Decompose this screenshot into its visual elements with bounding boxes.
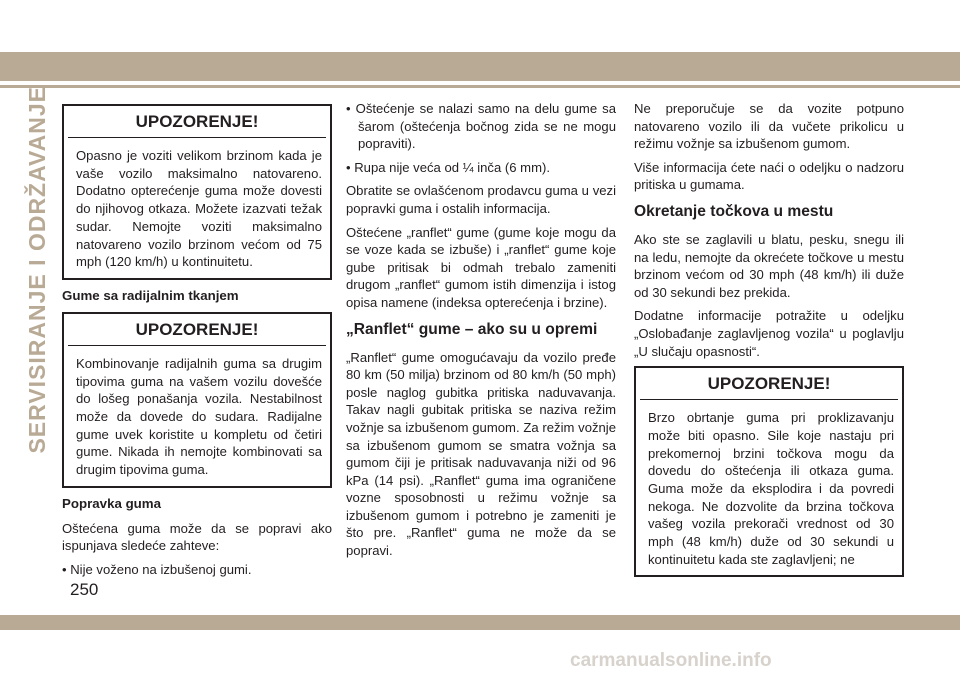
paragraph-contact-dealer: Obratite se ovlašćenom prodavcu guma u vezi popravki guma i ostalih informacija. bbox=[346, 183, 616, 216]
warning-title: UPOZORENJE! bbox=[68, 106, 326, 138]
paragraph-runflat-replace: Oštećene „ranflet“ gume (gume koje mogu da se voze kada se izbuše) i „ranflet“ gume koje gube pritisak bi odmah trebalo zameniti drugom „ranflet“ gumom istih dimenzija i istog opisa namene (indeksa opterećenja i brzine). bbox=[346, 224, 616, 310]
paragraph-no-towing: Ne preporučuje se da vozite potpuno natovareno vozilo ili da vučete prikolicu u režimu vožnje sa izbušenom gumom. bbox=[634, 101, 904, 152]
warning-box-radial bbox=[62, 312, 332, 488]
warning-title: UPOZORENJE! bbox=[68, 314, 326, 346]
heading-runflat-tires: „Ranflet“ gume – ako su u opremi bbox=[346, 320, 598, 338]
header-rule bbox=[0, 85, 960, 88]
warning-box-speed bbox=[62, 104, 332, 280]
heading-tire-spinning: Okretanje točkova u mestu bbox=[634, 202, 834, 220]
header-band bbox=[0, 52, 960, 81]
bullet-tread-damage: • Oštećenje se nalazi samo na delu gume sa šarom (oštećenja bočnog zida se ne mogu popraviti). bbox=[346, 101, 616, 152]
bullet-not-driven-flat: • Nije voženo na izbušenoj gumi. bbox=[62, 562, 252, 578]
paragraph-stuck-vehicle: Ako ste se zaglavili u blatu, pesku, snegu ili na ledu, nemojte da okrećete točkove u mestu brzinom većom od 30 mph (48 km/h) ili duže od 30 sekundi bez prekida. bbox=[634, 231, 904, 300]
section-title-text: SERVISIRANJE I ODRŽAVANJE bbox=[23, 86, 50, 454]
section-side-title bbox=[22, 86, 52, 454]
warning-box-spinning bbox=[634, 366, 904, 577]
heading-tire-repair: Popravka guma bbox=[62, 495, 162, 511]
page-number: 250 bbox=[70, 580, 99, 599]
column-middle bbox=[346, 100, 616, 566]
bullet-hole-size: • Rupa nije veća od ¼ inča (6 mm). bbox=[346, 159, 550, 175]
warning-body: Brzo obrtanje guma pri proklizavanju može biti opasno. Sile koje nastaju pri prekomernoj brzini točkova mogu da dovedu do oštećenja ili otkaza guma. Guma može da eksplodira i da povredi nekoga. Ne dozvolite da brzina točkova vašeg vozila prekorači vrednost od 30 mph (48 km/h) duže od 30 sekundi u kontinuitetu kada ste zaglavljeni; ne bbox=[648, 410, 894, 567]
warning-title: UPOZORENJE! bbox=[640, 368, 898, 400]
column-right bbox=[634, 100, 904, 585]
paragraph-runflat-info: „Ranflet“ gume omogućavaju da vozilo pređe 80 km (50 milja) brzinom od 80 km/h (50 mph) posle naglog gubitka pritiska naduvavanja. Takav nagli gubitak pritiska se naziva režim vožnje sa izbušenom gumom. Za režim vožnje sa izbušenom gumom se smatra vožnja sa gumom čiji je pritisak naduvavanja niži od 96 kPa (14 psi). „Ranflet“ guma ima ograničene vozne sposobnosti u režimu vožnje sa izbušenom gumom i potrebno je zameniti je što pre. „Ranflet“ guma ne može da se popravi. bbox=[346, 349, 616, 559]
warning-body: Kombinovanje radijalnih guma sa drugim tipovima guma na vašem vozilu dovešće do lošeg ponašanja vozila. Nestabilnost može da dovede do sudara. Radijalne gume uvek koristite u kompletu od četiri gume. Nikada ih nemojte kombinovati sa drugim tipovima guma. bbox=[76, 355, 322, 478]
footer-band bbox=[0, 615, 960, 630]
heading-radial-tires: Gume sa radijalnim tkanjem bbox=[62, 287, 239, 303]
paragraph-see-section: Dodatne informacije potražite u odeljku „Oslobađanje zaglavljenog vozila“ u poglavlju „U slučaju opasnosti“. bbox=[634, 308, 904, 359]
paragraph-repair-conditions: Oštećena guma može da se popravi ako ispunjava sledeće zahteve: bbox=[62, 520, 332, 554]
paragraph-more-info: Više informacija ćete naći o odeljku o nadzoru pritiska u gumama. bbox=[634, 159, 904, 193]
warning-body: Opasno je voziti velikom brzinom kada je vaše vozilo maksimalno natovareno. Dodatno opterećenje guma može dovesti do njihovog otkaza. Možete izazvati težak sudar. Nemojte voziti maksimalno natovareno vozilo brzinom većom od 75 mph (120 km/h) u kontinuitetu. bbox=[76, 148, 322, 270]
column-left bbox=[62, 100, 332, 585]
watermark-text: carmanualsonline.info bbox=[570, 650, 772, 671]
